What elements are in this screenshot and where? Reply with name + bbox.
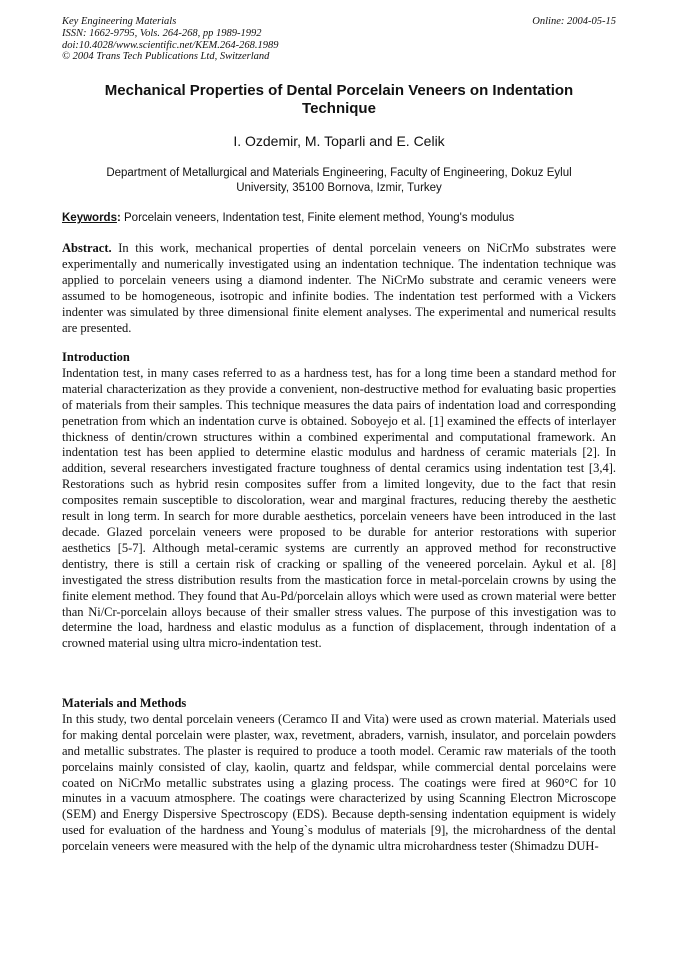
paper-authors: I. Ozdemir, M. Toparli and E. Celik [233, 133, 445, 149]
abstract-text: In this work, mechanical properties of dental porcelain veneers on NiCrMo substrates were experimentally and numerically investigated using an indentation technique. The indentation technique was applied to porcelain veneers using a diamond indenter. The NiCrMo substrate and ceramic veneers were assumed to be homogeneous, isotropic and infinite bodies. The indentation test performed with a Vickers indenter was simulated by three dimensional finite element analyses. The experimental and numerical results are presented. [62, 241, 616, 335]
introduction-heading: Introduction [62, 350, 130, 364]
keywords-colon: : [116, 212, 121, 224]
abstract-section [62, 241, 616, 336]
journal-name: Key Engineering Materials [62, 16, 177, 27]
journal-issn: ISSN: 1662-9795, Vols. 264-268, pp 1989-1992 [62, 27, 262, 39]
methods-section [62, 696, 616, 855]
online-date: Online: 2004-05-15 [532, 16, 616, 27]
introduction-text: Indentation test, in many cases referred to as a hardness test, has for a long time been a standard method for material characterization as they provide a convenient, non-destructive method for evaluating basic properties of materials from their samples. This technique measures the data pairs of indentation load and corresponding penetration from which an indentation curve is obtained. Soboyejo et al. [1] examined the effects of interlayer thickness of dentin/crown structures within a combined experimental and computational framework. An indentation test has been applied to determine elastic modulus and hardness of ceramic materials [2]. In addition, several researchers investigated fracture toughness of dental ceramics using indentation test [3,4]. Restorations such as hybrid resin composites suffer from a limited longevity, due to the fact that resin composites remain susceptible to discoloration, wear and marginal fractures, reducing thereby the aesthetic result in long term. In search for more durable aesthetics, porcelain veneers have been introduced in the last decade. Glazed porcelain veneers were proposed to be durable for anterior restorations with superior aesthetics [5-7]. Although metal-ceramic systems are currently an approved method for reconstructive dentistry, there is still a certain risk of cracking or spalling of the veneered porcelain. Aykul et al. [8] investigated the stress distribution results from the mastication force in metal-porcelain crowns by using the finite element method. They found that Au-Pd/porcelain alloys which were used as crown material were better than Ni/Cr-porcelain alloys because of their smaller stress values. The purpose of this investigation was to determine the load, hardness and elastic modulus as a function of displacement, through indentation of a crowned material using ultra micro-indentation test. [62, 365, 616, 651]
abstract-label: Abstract. [62, 241, 112, 255]
journal-copyright: © 2004 Trans Tech Publications Ltd, Switzerland [62, 51, 270, 63]
author-affiliation: Department of Metallurgical and Materials Engineering, Faculty of Engineering, Dokuz Eylul University, 35100 Bornova, Izmir, Turkey [106, 167, 572, 194]
journal-doi: doi:10.4028/www.scientific.net/KEM.264-268.1989 [62, 39, 279, 51]
keywords-line [62, 211, 616, 226]
methods-heading: Materials and Methods [62, 696, 187, 710]
paper-title: Mechanical Properties of Dental Porcelain Veneers on Indentation Technique [104, 82, 574, 117]
journal-header [62, 16, 616, 63]
keywords-text: Porcelain veneers, Indentation test, Finite element method, Young's modulus [120, 212, 515, 224]
methods-text: In this study, two dental porcelain veneers (Ceramco II and Vita) were used as crown material. Materials used for making dental porcelain were plaster, wax, revetment, abraders, varnish, insulator, and porcelain powders and metallic substrates. The plaster is required to produce a tooth model. Ceramic raw materials of the tooth porcelains mainly consisted of clay, kaolin, quartz and feldspar, while commercial dental porcelains were coated on NiCrMo metallic substrates using a glazing process. The coatings were fired at 960°C for 10 minutes in a vacuum atmosphere. The coatings were characterized by using Scanning Electron Microscope (SEM) and Energy Dispersive Spectroscopy (EDS). Because depth-sensing indentation equipment is widely used for evaluation of the hardness and Young`s modulus of materials [9], the microhardness of the dental porcelain veneers were measured with the help of the dynamic ultra microhardness tester (Shimadzu DUH- [62, 711, 616, 854]
keywords-label: Keywords [62, 212, 117, 224]
introduction-section [62, 350, 616, 652]
abstract-paragraph [62, 241, 616, 336]
